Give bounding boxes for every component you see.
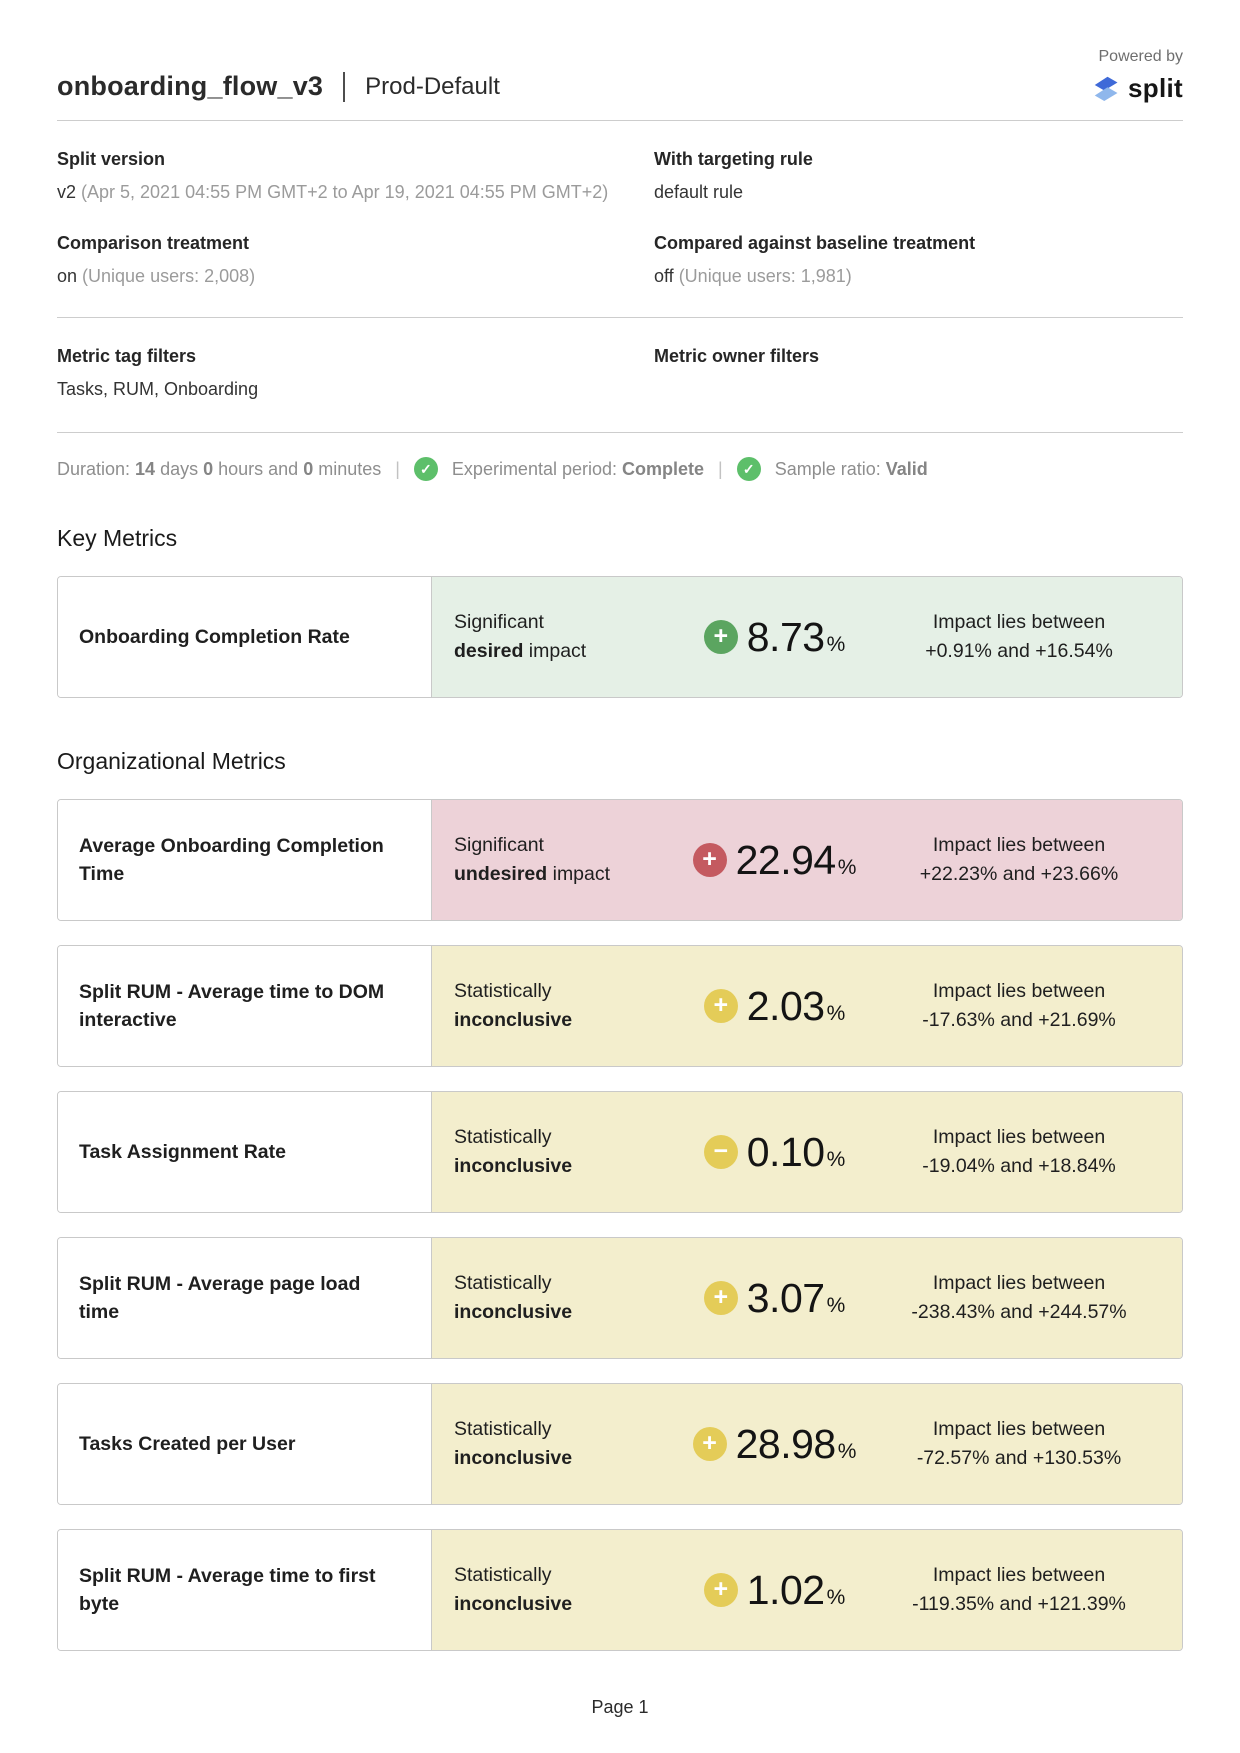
duration-text: Duration: 14 days 0 hours and 0 minutes bbox=[57, 458, 382, 479]
impact-range: Impact lies between +22.23% and +23.66% bbox=[919, 833, 1119, 885]
significance-status: Statistically inconclusive bbox=[454, 1271, 573, 1323]
split-logo bbox=[1091, 73, 1183, 104]
page-number: Page 1 bbox=[591, 1697, 649, 1717]
info-field-comparison-treatment: Comparison treatment on (Unique users: 2,008) bbox=[57, 233, 256, 286]
significance-status: Statistically inconclusive bbox=[454, 1563, 573, 1615]
impact-value: + 28.98 % bbox=[667, 1421, 882, 1468]
metric-card bbox=[57, 1529, 1183, 1651]
significance-status: Significant desired impact bbox=[454, 610, 587, 662]
metric-card bbox=[57, 799, 1183, 921]
metric-filters bbox=[57, 318, 1183, 432]
info-field-targeting-rule: With targeting rule default rule bbox=[654, 149, 813, 202]
experiment-info bbox=[57, 121, 1183, 317]
title-block bbox=[57, 71, 500, 104]
metric-card bbox=[57, 945, 1183, 1067]
metric-card bbox=[57, 576, 1183, 698]
impact-value: + 1.02 % bbox=[667, 1567, 882, 1614]
organizational-metrics-heading: Organizational Metrics bbox=[57, 748, 286, 774]
metric-name: Average Onboarding Completion Time bbox=[58, 800, 432, 920]
info-field-baseline-treatment: Compared against baseline treatment off (Unique users: 1,981) bbox=[654, 233, 976, 286]
duration-summary bbox=[57, 457, 1183, 481]
metric-name: Task Assignment Rate bbox=[58, 1092, 432, 1212]
impact-range: Impact lies between -119.35% and +121.39% bbox=[912, 1563, 1126, 1615]
environment-name: Prod-Default bbox=[365, 72, 500, 100]
brand-block bbox=[1091, 48, 1183, 104]
impact-direction-icon bbox=[704, 1281, 738, 1315]
impact-range: Impact lies between -19.04% and +18.84% bbox=[922, 1125, 1116, 1177]
info-field-metric-owner-filters: Metric owner filters bbox=[654, 346, 820, 366]
title-separator bbox=[343, 72, 345, 102]
impact-value: + 8.73 % bbox=[667, 614, 882, 661]
info-field-metric-tag-filters: Metric tag filters Tasks, RUM, Onboarding bbox=[57, 346, 259, 399]
metric-name: Split RUM - Average time to DOM interactive bbox=[58, 946, 432, 1066]
pipe-separator: | bbox=[718, 458, 723, 479]
info-field-split-version: Split version v2 (Apr 5, 2021 04:55 PM GMT+2 to Apr 19, 2021 04:55 PM GMT+2) bbox=[57, 149, 609, 202]
metric-result bbox=[432, 1238, 1182, 1358]
metric-name: Split RUM - Average time to first byte bbox=[58, 1530, 432, 1650]
check-icon: ✓ bbox=[737, 457, 761, 481]
impact-range: Impact lies between +0.91% and +16.54% bbox=[925, 610, 1113, 662]
impact-range: Impact lies between -17.63% and +21.69% bbox=[922, 979, 1116, 1031]
impact-direction-icon bbox=[704, 989, 738, 1023]
brand-name: split bbox=[1128, 73, 1183, 103]
check-icon: ✓ bbox=[414, 457, 438, 481]
impact-direction-icon bbox=[693, 843, 727, 877]
section-divider bbox=[57, 432, 1183, 433]
impact-direction-icon bbox=[704, 620, 738, 654]
significance-status: Statistically inconclusive bbox=[454, 1417, 573, 1469]
significance-status: Significant undesired impact bbox=[454, 833, 611, 885]
metric-card bbox=[57, 1383, 1183, 1505]
significance-status: Statistically inconclusive bbox=[454, 979, 573, 1031]
metric-card bbox=[57, 1237, 1183, 1359]
metric-name: Split RUM - Average page load time bbox=[58, 1238, 432, 1358]
significance-status: Statistically inconclusive bbox=[454, 1125, 573, 1177]
impact-range: Impact lies between -238.43% and +244.57% bbox=[911, 1271, 1127, 1323]
powered-by-label: Powered by bbox=[1098, 48, 1183, 65]
metric-name: Tasks Created per User bbox=[58, 1384, 432, 1504]
impact-value: − 0.10 % bbox=[667, 1129, 882, 1176]
experimental-period-text: Experimental period: Complete bbox=[451, 458, 705, 479]
split-logo-icon bbox=[1091, 74, 1121, 104]
metric-result bbox=[432, 800, 1182, 920]
experiment-title: onboarding_flow_v3 bbox=[57, 71, 324, 101]
sample-ratio-text: Sample ratio: Valid bbox=[774, 458, 928, 479]
impact-direction-icon bbox=[704, 1135, 738, 1169]
metric-result bbox=[432, 1384, 1182, 1504]
metric-result bbox=[432, 1530, 1182, 1650]
impact-direction-icon bbox=[693, 1427, 727, 1461]
impact-range: Impact lies between -72.57% and +130.53% bbox=[916, 1417, 1122, 1469]
metric-result bbox=[432, 946, 1182, 1066]
key-metrics-heading: Key Metrics bbox=[57, 525, 178, 551]
impact-value: + 3.07 % bbox=[667, 1275, 882, 1322]
metric-card bbox=[57, 1091, 1183, 1213]
impact-direction-icon bbox=[704, 1573, 738, 1607]
metric-name: Onboarding Completion Rate bbox=[58, 577, 432, 697]
impact-value: + 2.03 % bbox=[667, 983, 882, 1030]
metric-result bbox=[432, 577, 1182, 697]
report-header bbox=[57, 48, 1183, 104]
pipe-separator: | bbox=[395, 458, 400, 479]
metric-result bbox=[432, 1092, 1182, 1212]
impact-value: + 22.94 % bbox=[667, 837, 882, 884]
